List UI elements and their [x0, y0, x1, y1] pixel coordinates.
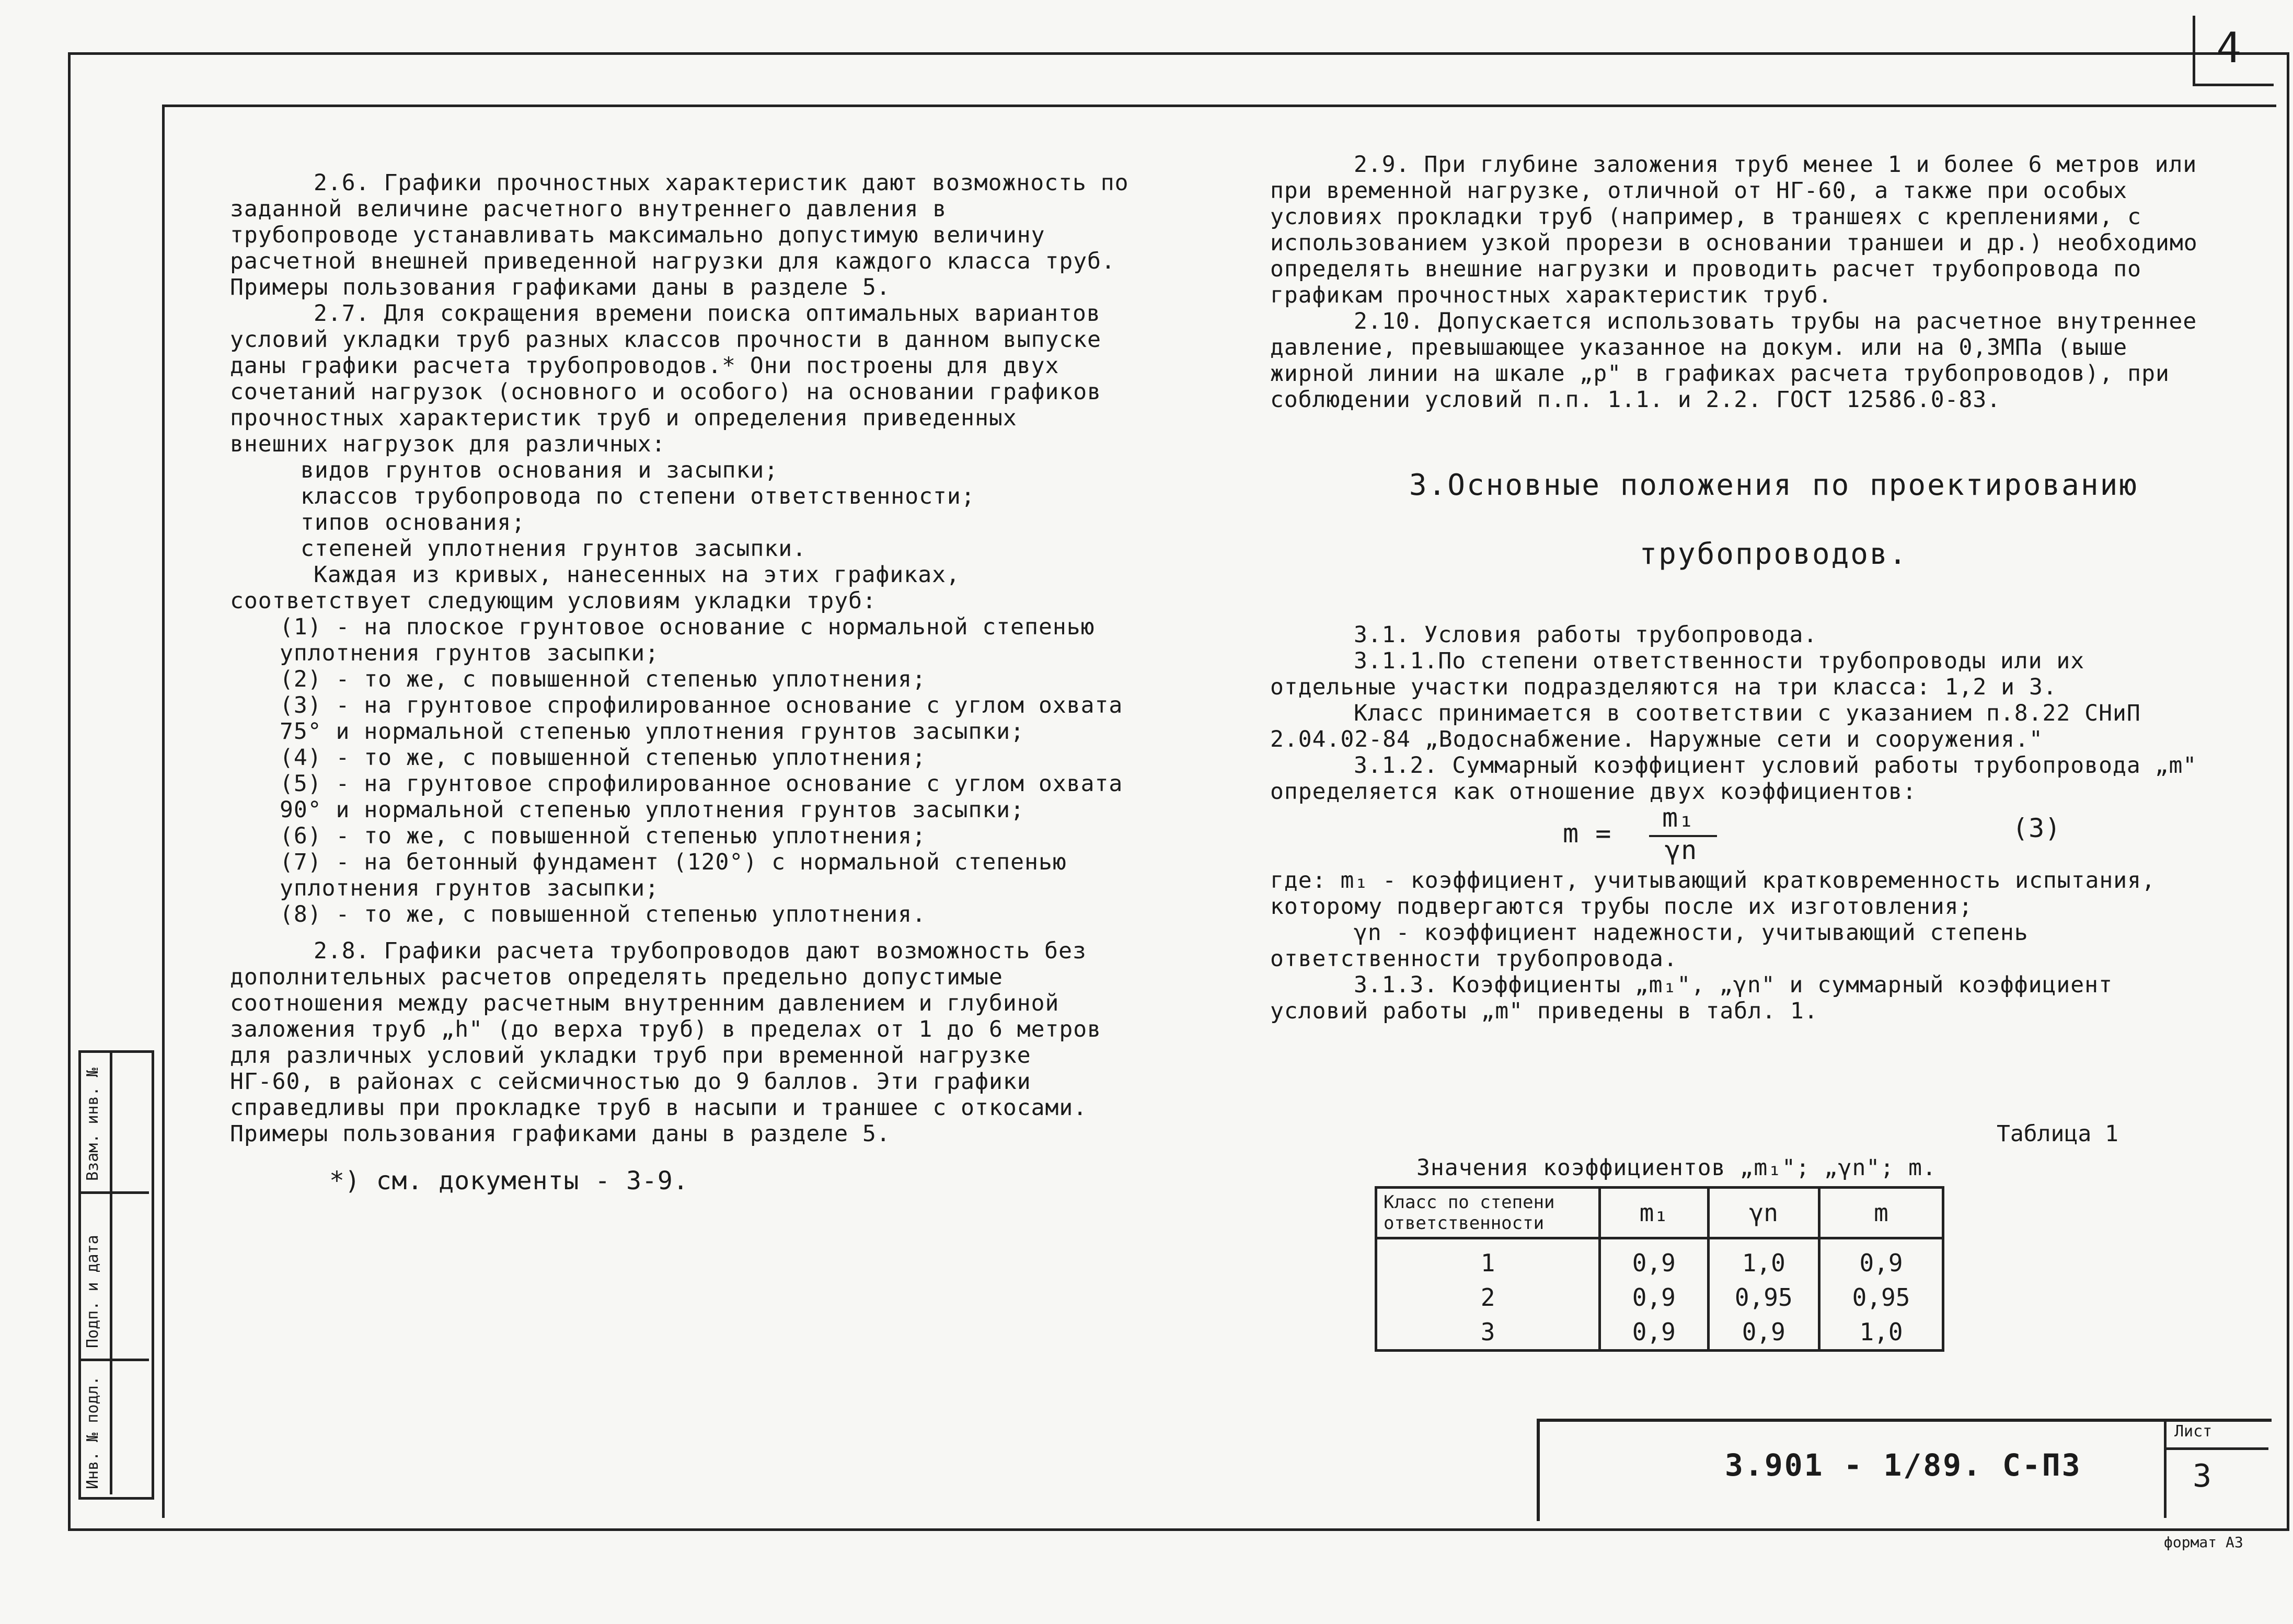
table-cell: 3	[1376, 1315, 1600, 1351]
where-gamma: γn - коэффициент надежности, учитывающий степень ответственности трубопровода.	[1270, 920, 2043, 972]
table-cell: 1,0	[1819, 1315, 1943, 1351]
condition-item: (8) - то же, с повышенной степенью уплотнения.	[280, 901, 926, 927]
footnote: *) см. документы - 3-9.	[329, 1166, 689, 1196]
side-stamp-label-3: Взам. инв. №	[84, 1068, 102, 1181]
condition-item: (1) - на плоское грунтовое основание с нормальной степенью уплотнения грунтов засыпки;	[280, 614, 1109, 666]
formula-row	[1270, 805, 2200, 867]
table-cell: 0,9	[1600, 1315, 1708, 1351]
paragraph-3-1-3: 3.1.3. Коэффициенты „m₁", „γn" и суммарный коэффициент условий работы „m" приведены в табл. 1.	[1270, 972, 2127, 1024]
sheet-label-divider	[2164, 1447, 2268, 1450]
paragraph-2-7: 2.7. Для сокращения времени поиска оптимальных вариантов условий укладки труб разных классов прочности в данном выпуске даны графики расчета трубопроводов.* Они построены для двух сочетаний нагрузок (основного и особого) на основании графиков прочностных характеристик труб и определения приведенных внешних нагрузок для различных:	[230, 300, 1115, 457]
table-cell: 0,9	[1708, 1315, 1819, 1351]
corner-sheet-number: 4	[2216, 24, 2242, 72]
list-item: видов грунтов основания и засыпки;	[301, 457, 779, 483]
side-stamp-label-2: Подп. и дата	[84, 1235, 102, 1348]
table-cell: 0,9	[1600, 1238, 1708, 1281]
table-cell: 1,0	[1708, 1238, 1819, 1281]
table-header-row	[1376, 1188, 1943, 1238]
table-cell: 0,95	[1819, 1280, 1943, 1315]
table-header: Класс по степени ответственности	[1376, 1188, 1600, 1238]
left-column	[230, 170, 1143, 1196]
condition-item: (5) - на грунтовое спрофилированное основание с углом охвата 90° и нормальной степенью уплотнения грунтов засыпки;	[280, 771, 1137, 823]
condition-item: (7) - на бетонный фундамент (120°) с нормальной степенью уплотнения грунтов засыпки;	[280, 849, 1081, 901]
list-item: классов трубопровода по степени ответственности;	[301, 483, 975, 509]
document-code: 3.901 - 1/89. С-ПЗ	[1725, 1447, 2082, 1483]
sheet-number: 3	[2193, 1458, 2212, 1494]
table-label: Таблица 1	[1997, 1121, 2118, 1147]
paragraph-2-9: 2.9. При глубине заложения труб менее 1 и более 6 метров или при временной нагрузке, отличной от НГ-60, а также при особых условиях прокладки труб (например, в траншеях с креплениями, с использованием узкой прорези в основании траншеи и др.) необходимо определять внешние нагрузки и проводить расчет трубопровода по графикам прочностных характеристик труб.	[1270, 152, 2212, 308]
table-cell: 0,9	[1600, 1280, 1708, 1315]
ground-list	[230, 457, 1129, 562]
paragraph-3-1: 3.1. Условия работы трубопровода.	[1354, 622, 1818, 648]
formula-lhs: m =	[1563, 818, 1612, 849]
condition-item: (3) - на грунтовое спрофилированное основание с углом охвата 75° и нормальной степенью уплотнения грунтов засыпки;	[280, 692, 1137, 745]
side-stamp-divider-v	[110, 1050, 112, 1494]
table-cell: 2	[1376, 1280, 1600, 1315]
formula-denominator: γn	[1665, 835, 1698, 865]
side-stamp-label-1: Инв. № подл.	[84, 1376, 102, 1489]
paragraph-2-8: 2.8. Графики расчета трубопроводов дают возможность без дополнительных расчетов определять предельно допустимые соотношения между расчетным внутренним давлением и глубиной заложения труб „h" (до верха труб) в пределах от 1 до 6 метров для различных условий укладки труб при временной нагрузке НГ-60, в районах с сейсмичностью до 9 баллов. Эти графики справедливы при прокладке труб в насыпи и траншее с откосами. Примеры пользования графиками даны в разделе 5.	[230, 938, 1115, 1147]
coefficients-table	[1375, 1186, 1944, 1352]
table-cell: 0,9	[1819, 1238, 1943, 1281]
paragraph-2-7-conditions: Каждая из кривых, нанесенных на этих графиках, соответствует следующим условиям укладки труб:	[230, 562, 974, 614]
side-stamp-divider-2	[78, 1359, 149, 1361]
formula-numerator: m₁	[1662, 803, 1695, 833]
table-row	[1376, 1238, 1943, 1281]
section-title-line-2: трубопроводов.	[1639, 537, 1908, 571]
format-label: формат А3	[2164, 1534, 2243, 1551]
condition-item: (2) - то же, с повышенной степенью уплотнения;	[280, 666, 926, 692]
paragraph-3-1-1b: Класс принимается в соответствии с указанием п.8.22 СНиП 2.04.02-84 „Водоснабжение. Наружные сети и сооружения."	[1270, 700, 2155, 752]
table-header: m₁	[1600, 1188, 1708, 1238]
right-column	[1270, 152, 2212, 1024]
condition-item: (6) - то же, с повышенной степенью уплотнения;	[280, 823, 926, 849]
paragraph-3-1-1: 3.1.1.По степени ответственности трубопроводы или их отдельные участки подразделяются на три класса: 1,2 и 3.	[1270, 648, 2099, 700]
section-title	[1270, 434, 2200, 606]
list-item: степеней уплотнения грунтов засыпки.	[301, 536, 806, 562]
table-cell: 0,95	[1708, 1280, 1819, 1315]
table-row	[1376, 1280, 1943, 1315]
paragraph-2-6: 2.6. Графики прочностных характеристик дают возможность по заданной величине расчетного внутреннего давления в трубопроводе устанавливать максимально допустимую величину расчетной внешней приведенной нагрузки для каждого класса труб. Примеры пользования графиками даны в разделе 5.	[230, 170, 1143, 300]
section-title-line-1: 3.Основные положения по проектированию	[1409, 468, 2139, 502]
list-item: типов основания;	[301, 509, 526, 536]
table-caption: Значения коэффициентов „m₁"; „γn"; m.	[1416, 1155, 1937, 1181]
table-header: m	[1819, 1188, 1943, 1238]
table-cell: 1	[1376, 1238, 1600, 1281]
where-m1: где: m₁ - коэффициент, учитывающий кратковременность испытания, которому подвергаются трубы после их изготовления;	[1270, 867, 2170, 920]
title-block-divider	[2164, 1419, 2167, 1518]
side-stamp-divider-1	[78, 1191, 149, 1194]
conditions-list	[230, 614, 1137, 927]
table-header: γn	[1708, 1188, 1819, 1238]
formula-number: (3)	[2012, 813, 2061, 843]
paragraph-2-10: 2.10. Допускается использовать трубы на расчетное внутреннее давление, превышающее указанное на докум. или на 0,3МПа (выше жирной линии на шкале „p" в графиках расчета трубопроводов), при соблюдении условий п.п. 1.1. и 2.2. ГОСТ 12586.0-83.	[1270, 308, 2211, 413]
table-row	[1376, 1315, 1943, 1351]
condition-item: (4) - то же, с повышенной степенью уплотнения;	[280, 745, 926, 771]
sheet-label: Лист	[2174, 1422, 2213, 1441]
paragraph-3-1-2: 3.1.2. Суммарный коэффициент условий работы трубопровода „m" определяется как отношение двух коэффициентов:	[1270, 752, 2211, 805]
